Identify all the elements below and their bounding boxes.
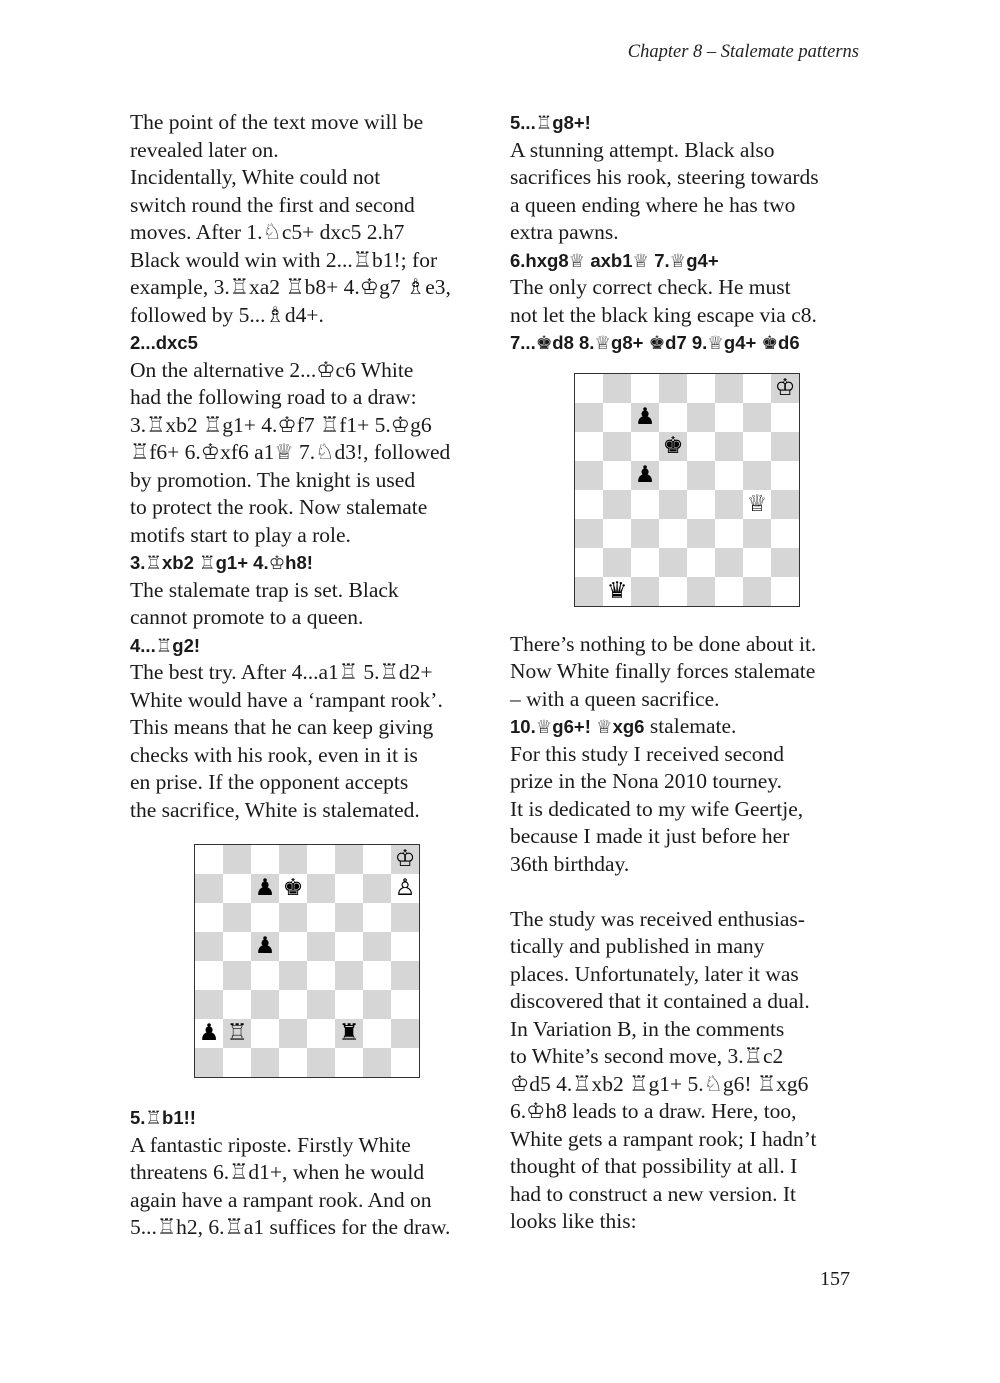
board-square bbox=[251, 845, 279, 874]
board-square bbox=[335, 845, 363, 874]
board-square bbox=[631, 548, 659, 577]
board-square bbox=[715, 374, 743, 403]
board-square bbox=[195, 961, 223, 990]
board-square bbox=[603, 461, 631, 490]
board-square bbox=[743, 548, 771, 577]
board-square bbox=[363, 932, 391, 961]
text-line: ♔d5 4.♖xb2 ♖g1+ 5.♘g6! ♖xg6 bbox=[510, 1071, 809, 1096]
board-square bbox=[335, 961, 363, 990]
board-square bbox=[223, 961, 251, 990]
board-square bbox=[575, 577, 603, 606]
board-square bbox=[603, 374, 631, 403]
text-line: This means that he can keep giving bbox=[130, 715, 434, 739]
board-square bbox=[715, 519, 743, 548]
board-square bbox=[279, 1048, 307, 1077]
board-square bbox=[743, 461, 771, 490]
move-heading-2: 2...dxc5 bbox=[130, 332, 198, 353]
chess-diagram-2 bbox=[574, 373, 800, 607]
text-line: threatens 6.♖d1+, when he would bbox=[130, 1160, 425, 1184]
text-line: White would have a ‘rampant rook’. bbox=[130, 687, 443, 712]
board-square: ♟ bbox=[251, 932, 279, 961]
text-line: Black would win with 2...♖b1!; for bbox=[130, 247, 438, 272]
board-square bbox=[743, 374, 771, 403]
move-heading-10: 10.♕g6+! ♕xg6 bbox=[510, 716, 645, 737]
board-square bbox=[363, 961, 391, 990]
paragraph-forces-stalemate bbox=[510, 631, 870, 714]
board-square bbox=[771, 577, 799, 606]
text-line: For this study I received second bbox=[510, 741, 785, 766]
text-line: switch round the first and second bbox=[130, 192, 415, 217]
board-square bbox=[391, 961, 419, 990]
move-heading-4: 4...♖g2! bbox=[130, 634, 201, 656]
board-square bbox=[223, 903, 251, 932]
board-square bbox=[307, 1048, 335, 1077]
paragraph-intro bbox=[130, 109, 490, 329]
text-line: Now White finally forces stalemate bbox=[510, 659, 816, 683]
board-square: ♔ bbox=[391, 845, 419, 874]
board-square bbox=[251, 990, 279, 1019]
text-line: had to construct a new version. It bbox=[510, 1181, 796, 1206]
board-square bbox=[603, 490, 631, 519]
board-square bbox=[251, 1019, 279, 1048]
board-square bbox=[659, 374, 687, 403]
text-line: example, 3.♖xa2 ♖b8+ 4.♔g7 ♗e3, bbox=[130, 275, 451, 299]
board-square bbox=[307, 903, 335, 932]
board-square bbox=[771, 403, 799, 432]
board-square bbox=[391, 1019, 419, 1048]
paragraph-riposte bbox=[130, 1132, 490, 1242]
board-square bbox=[575, 519, 603, 548]
board-square bbox=[223, 845, 251, 874]
move-heading-7: 7...♚d8 8.♕g8+ ♚d7 9.♕g4+ ♚d6 bbox=[510, 332, 800, 353]
text-line: 6.♔h8 leads to a draw. Here, too, bbox=[510, 1099, 797, 1123]
board-square bbox=[363, 845, 391, 874]
chess-diagram-1 bbox=[194, 844, 420, 1078]
text-line: Incidentally, White could not bbox=[130, 165, 381, 189]
text-line: A stunning attempt. Black also bbox=[510, 137, 775, 162]
board-square bbox=[391, 903, 419, 932]
paragraph-stunning-attempt bbox=[510, 137, 870, 247]
text-line: The study was received enthusias- bbox=[510, 906, 805, 931]
text-line: followed by 5...♗d4+. bbox=[130, 302, 324, 327]
text-line: moves. After 1.♘c5+ dxc5 2.h7 bbox=[130, 220, 405, 244]
text-line: because I made it just before her bbox=[510, 824, 790, 848]
text-line: en prise. If the opponent accepts bbox=[130, 770, 409, 794]
board-square bbox=[363, 990, 391, 1019]
board-square bbox=[223, 932, 251, 961]
text-line: again have a rampant rook. And on bbox=[130, 1187, 432, 1212]
text-line: had the following road to a draw: bbox=[130, 385, 417, 409]
text-line: In Variation B, in the comments bbox=[510, 1016, 785, 1041]
board-square bbox=[715, 548, 743, 577]
board-square bbox=[575, 403, 603, 432]
board-square bbox=[631, 374, 659, 403]
board-square bbox=[335, 932, 363, 961]
text-line: sacrifices his rook, steering towards bbox=[510, 165, 819, 189]
board-square bbox=[603, 403, 631, 432]
board-square bbox=[631, 432, 659, 461]
board-square bbox=[575, 374, 603, 403]
board-square bbox=[687, 461, 715, 490]
board-square bbox=[195, 1048, 223, 1077]
board-square bbox=[195, 845, 223, 874]
board-square bbox=[279, 932, 307, 961]
board-square bbox=[195, 990, 223, 1019]
board-square bbox=[743, 432, 771, 461]
board-square bbox=[575, 432, 603, 461]
text-line: The point of the text move will be bbox=[130, 110, 424, 134]
paragraph-dedication bbox=[510, 741, 870, 879]
board-square bbox=[279, 845, 307, 874]
left-column bbox=[130, 109, 490, 1242]
board-square: ♟ bbox=[631, 461, 659, 490]
board-square bbox=[363, 874, 391, 903]
board-square bbox=[575, 461, 603, 490]
paragraph-dual bbox=[510, 906, 870, 1236]
board-square bbox=[279, 990, 307, 1019]
board-square bbox=[307, 932, 335, 961]
text-line: cannot promote to a queen. bbox=[130, 605, 364, 629]
text-line: places. Unfortunately, later it was bbox=[510, 961, 799, 986]
running-head: Chapter 8 – Stalemate patterns bbox=[627, 42, 859, 62]
text-line: tically and published in many bbox=[510, 934, 765, 958]
move-heading-3: 3.♖xb2 ♖g1+ 4.♔h8! bbox=[130, 552, 313, 573]
board-square bbox=[223, 990, 251, 1019]
move-heading-6: 6.hxg8♕ axb1♕ 7.♕g4+ bbox=[510, 249, 719, 271]
text-line: thought of that possibility at all. I bbox=[510, 1154, 798, 1178]
paragraph-gap bbox=[510, 878, 870, 906]
board-square bbox=[715, 490, 743, 519]
board-square bbox=[603, 432, 631, 461]
paragraph-alternative bbox=[130, 357, 490, 550]
board-square bbox=[363, 903, 391, 932]
text-line: looks like this: bbox=[510, 1209, 637, 1233]
board-square: ♙ bbox=[391, 874, 419, 903]
board-square bbox=[715, 432, 743, 461]
board-square bbox=[575, 548, 603, 577]
board-square bbox=[687, 403, 715, 432]
board-square bbox=[223, 874, 251, 903]
board-square bbox=[195, 874, 223, 903]
paragraph-correct-check bbox=[510, 274, 870, 329]
board-square bbox=[687, 548, 715, 577]
board-square bbox=[743, 519, 771, 548]
text-line: revealed later on. bbox=[130, 137, 279, 162]
text-line: White gets a rampant rook; I hadn’t bbox=[510, 1126, 817, 1151]
text-line: The only correct check. He must bbox=[510, 275, 791, 299]
board-square bbox=[659, 403, 687, 432]
page-number: 157 bbox=[820, 1268, 850, 1290]
board-square bbox=[195, 903, 223, 932]
board-square bbox=[743, 577, 771, 606]
board-square bbox=[687, 577, 715, 606]
board-square bbox=[575, 490, 603, 519]
board-square: ♚ bbox=[279, 874, 307, 903]
board-square bbox=[391, 1048, 419, 1077]
paragraph-stalemate-trap bbox=[130, 577, 490, 632]
board-square bbox=[335, 990, 363, 1019]
board-square bbox=[363, 1048, 391, 1077]
board-square bbox=[279, 1019, 307, 1048]
board-square: ♔ bbox=[771, 374, 799, 403]
board-square bbox=[251, 903, 279, 932]
board-square bbox=[659, 490, 687, 519]
board-square bbox=[631, 577, 659, 606]
board-square bbox=[603, 519, 631, 548]
text-line: The stalemate trap is set. Black bbox=[130, 577, 399, 602]
board-square bbox=[307, 961, 335, 990]
board-square bbox=[743, 403, 771, 432]
board-square bbox=[659, 548, 687, 577]
board-square bbox=[391, 932, 419, 961]
text-line: A fantastic riposte. Firstly White bbox=[130, 1132, 411, 1157]
board-square bbox=[279, 903, 307, 932]
text-line: motifs start to play a role. bbox=[130, 522, 351, 547]
paragraph-rampant-rook bbox=[130, 659, 490, 824]
board-square bbox=[659, 461, 687, 490]
text-line: The best try. After 4...a1♖ 5.♖d2+ bbox=[130, 660, 433, 684]
text-line: to protect the rook. Now stalemate bbox=[130, 495, 428, 519]
board-square bbox=[659, 577, 687, 606]
board-square bbox=[307, 990, 335, 1019]
move-heading-5b: 5...♖g8+! bbox=[510, 112, 591, 133]
board-square bbox=[363, 1019, 391, 1048]
text-line: prize in the Nona 2010 tourney. bbox=[510, 769, 783, 793]
board-square bbox=[771, 548, 799, 577]
board-square bbox=[715, 403, 743, 432]
text-line: On the alternative 2...♔c6 White bbox=[130, 357, 414, 382]
board-square bbox=[631, 519, 659, 548]
board-square bbox=[223, 1048, 251, 1077]
board-square bbox=[687, 490, 715, 519]
board-square bbox=[771, 519, 799, 548]
board-square bbox=[391, 990, 419, 1019]
text-line: – with a queen sacrifice. bbox=[510, 686, 720, 711]
board-square: ♖ bbox=[223, 1019, 251, 1048]
right-column bbox=[510, 109, 870, 1236]
board-square bbox=[771, 432, 799, 461]
text-line: to White’s second move, 3.♖c2 bbox=[510, 1044, 784, 1068]
board-square bbox=[335, 1048, 363, 1077]
board-square bbox=[687, 519, 715, 548]
text-line: ♖f6+ 6.♔xf6 a1♕ 7.♘d3!, followed bbox=[130, 440, 451, 464]
board-square: ♛ bbox=[603, 577, 631, 606]
text-line: There’s nothing to be done about it. bbox=[510, 631, 817, 656]
board-square bbox=[307, 1019, 335, 1048]
text-line: 36th birthday. bbox=[510, 851, 630, 876]
board-square bbox=[251, 1048, 279, 1077]
board-square bbox=[659, 519, 687, 548]
board-square: ♜ bbox=[335, 1019, 363, 1048]
text-line: It is dedicated to my wife Geertje, bbox=[510, 796, 804, 821]
board-square bbox=[251, 961, 279, 990]
board-square bbox=[195, 932, 223, 961]
text-line: checks with his rook, even in it is bbox=[130, 742, 418, 767]
text-line: extra pawns. bbox=[510, 220, 619, 244]
board-square bbox=[603, 548, 631, 577]
text-line: a queen ending where he has two bbox=[510, 192, 796, 217]
board-square bbox=[307, 845, 335, 874]
board-square: ♕ bbox=[743, 490, 771, 519]
text-line: not let the black king escape via c8. bbox=[510, 302, 817, 327]
board-square bbox=[715, 577, 743, 606]
board-square bbox=[771, 490, 799, 519]
text-line: 3.♖xb2 ♖g1+ 4.♔f7 ♖f1+ 5.♔g6 bbox=[130, 412, 432, 437]
board-square bbox=[631, 490, 659, 519]
board-square bbox=[715, 461, 743, 490]
board-square bbox=[335, 874, 363, 903]
board-square bbox=[279, 961, 307, 990]
text-line: the sacrifice, White is stalemated. bbox=[130, 797, 420, 822]
board-square: ♟ bbox=[195, 1019, 223, 1048]
board-square bbox=[307, 874, 335, 903]
stalemate-word: stalemate. bbox=[644, 714, 737, 738]
text-line: 5...♖h2, 6.♖a1 suffices for the draw. bbox=[130, 1215, 451, 1239]
board-square bbox=[335, 903, 363, 932]
board-square: ♚ bbox=[659, 432, 687, 461]
board-square bbox=[687, 432, 715, 461]
board-square: ♟ bbox=[251, 874, 279, 903]
move-heading-5: 5.♖b1!! bbox=[130, 1107, 196, 1128]
board-square: ♟ bbox=[631, 403, 659, 432]
final-move-line bbox=[510, 713, 870, 741]
board-square bbox=[687, 374, 715, 403]
text-line: discovered that it contained a dual. bbox=[510, 989, 810, 1013]
board-square bbox=[771, 461, 799, 490]
text-line: by promotion. The knight is used bbox=[130, 467, 416, 492]
